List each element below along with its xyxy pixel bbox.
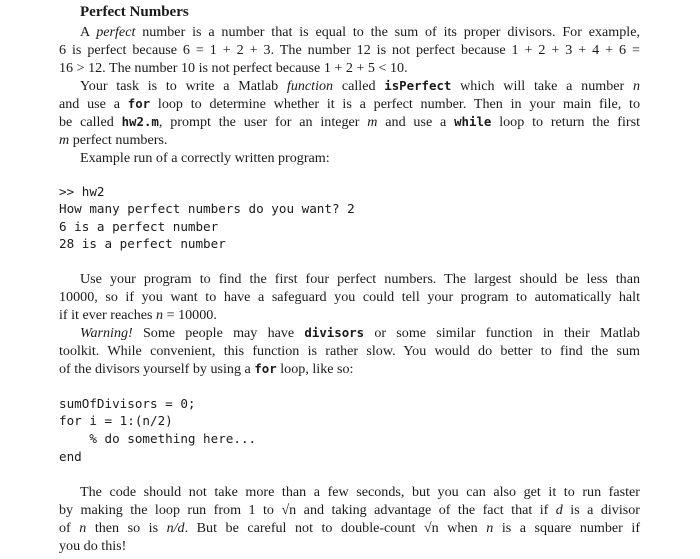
code-line-1: sumOfDivisors = 0; (59, 396, 196, 411)
paragraph-5-line-1: Warning! Some people may have divisors or some similar function in their Matlab (80, 325, 640, 341)
paragraph-6-line-1: The code should not take more than a few seconds, but you can also get it to run faster (80, 484, 640, 500)
paragraph-1-line-3: 16 > 12. The number 10 is not perfect because 1 + 2 + 5 < 10. (59, 60, 408, 76)
paragraph-5-line-3: of the divisors yourself by using a for loop, like so: (59, 361, 354, 377)
section-title: Perfect Numbers (80, 4, 189, 20)
code-line-2: for i = 1:(n/2) (59, 413, 173, 428)
paragraph-6-line-2: by making the loop run from 1 to √n and taking advantage of the fact that if d is a divisor (59, 502, 640, 518)
paragraph-6-line-4: you do this! (59, 538, 127, 554)
example-run-line-1: >> hw2 (59, 184, 105, 199)
paragraph-4-line-2: 10000, so if you want to have a safeguard you could tell your program to automatically halt (59, 289, 640, 305)
paragraph-2-line-2: and use a for loop to determine whether it is a perfect number. Then in your main file, to (59, 96, 640, 112)
example-run-line-4: 28 is a perfect number (59, 236, 226, 251)
paragraph-2-line-3: be called hw2.m, prompt the user for an integer m and use a while loop to return the first (59, 114, 641, 130)
paragraph-6-line-3: of n then so is n/d. But be careful not to double-count √n when n is a square number if (59, 520, 641, 536)
paragraph-2-line-4: m perfect numbers. (59, 132, 168, 148)
paragraph-4-line-3: if it ever reaches n = 10000. (59, 307, 217, 323)
paragraph-1-line-1: A perfect number is a number that is equal to the sum of its proper divisors. For example, (80, 24, 640, 40)
example-run-line-3: 6 is a perfect number (59, 219, 219, 234)
paragraph-5-line-2: toolkit. While convenient, this function is rather slow. You would do better to find the sum (59, 343, 640, 359)
code-line-3: % do something here... (59, 431, 257, 446)
paragraph-4-line-1: Use your program to find the first four perfect numbers. The largest should be less than (80, 271, 640, 287)
paragraph-1-line-2: 6 is perfect because 6 = 1 + 2 + 3. The number 12 is not perfect because 1 + 2 + 3 + 4 + 6 = (59, 42, 640, 58)
code-line-4: end (59, 449, 82, 464)
example-intro: Example run of a correctly written program: (80, 150, 330, 166)
example-run-line-2: How many perfect numbers do you want? 2 (59, 201, 355, 216)
paragraph-2-line-1: Your task is to write a Matlab function called isPerfect which will take a number n (80, 78, 640, 94)
